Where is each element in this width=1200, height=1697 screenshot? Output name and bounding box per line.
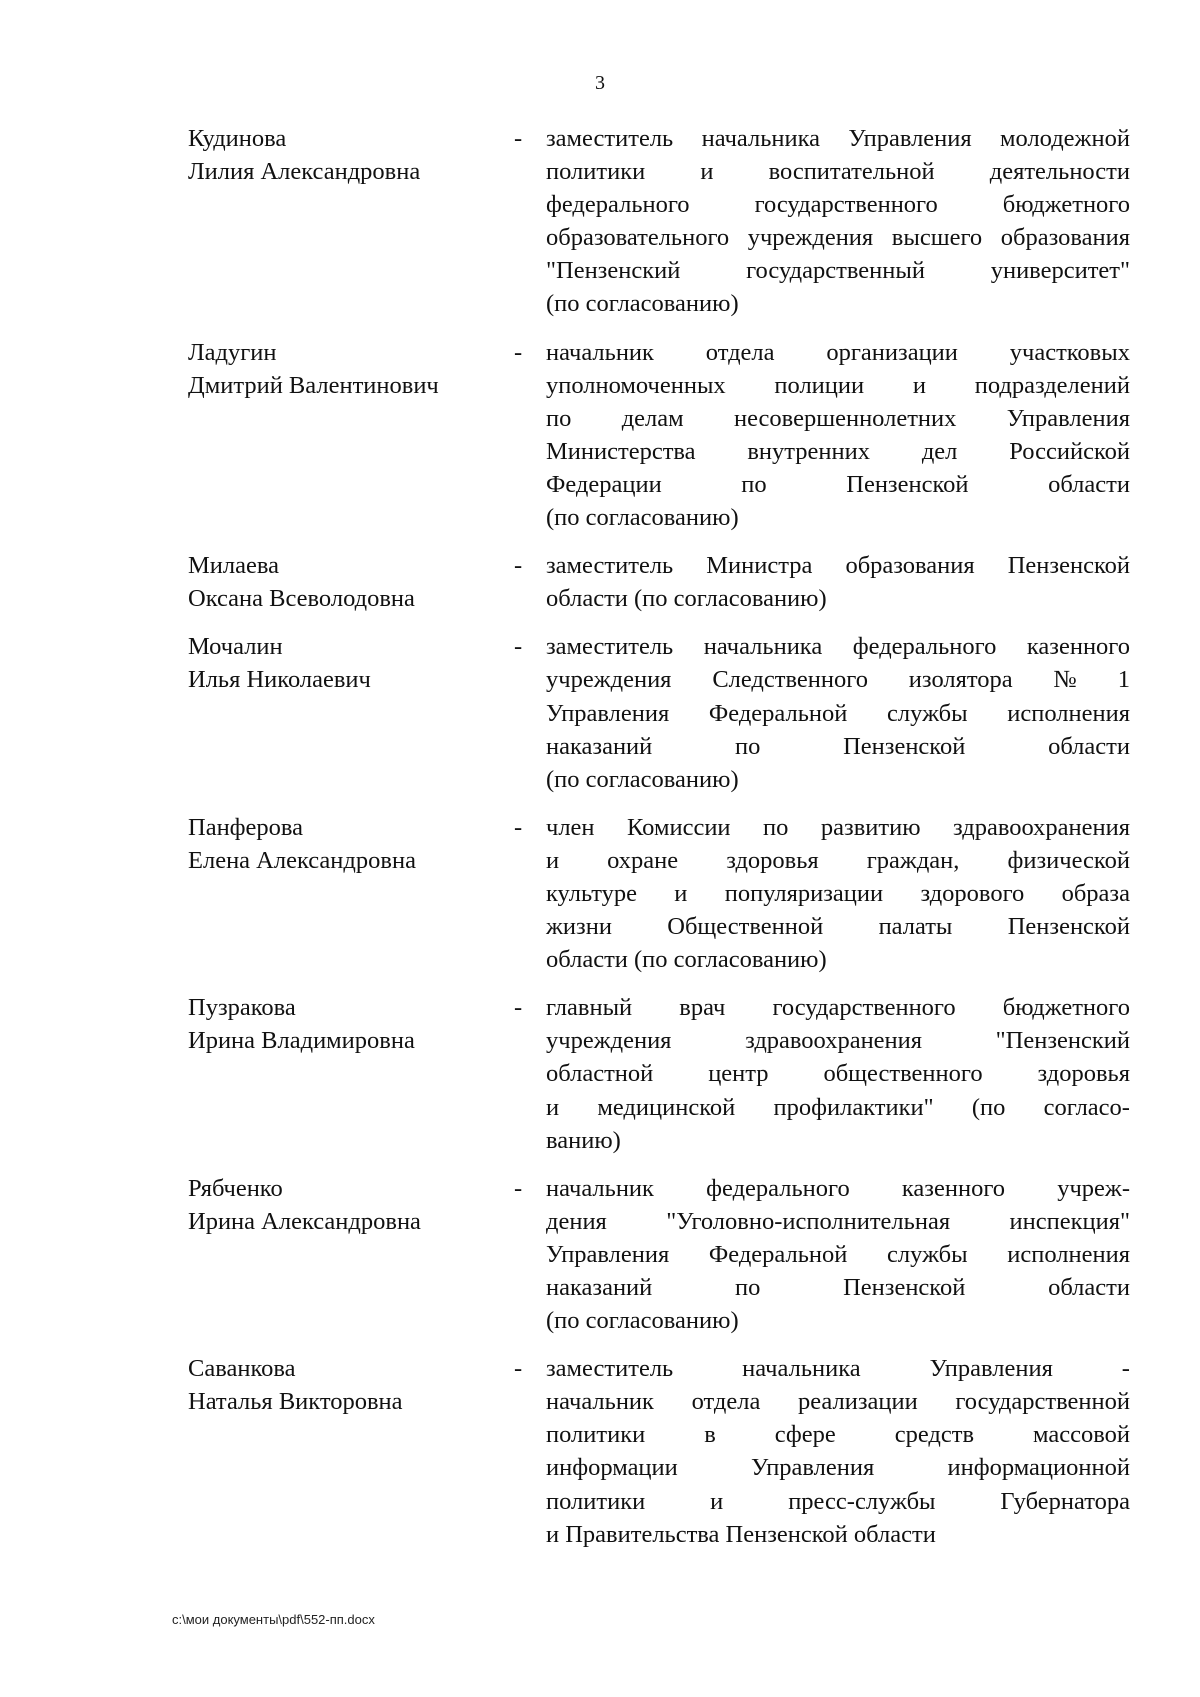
role-word: по [763, 813, 789, 841]
role-word: уполномоченных [546, 371, 726, 399]
role-word: медицинской [597, 1093, 736, 1121]
role-word: области [1048, 470, 1130, 498]
member-surname: Мочалин [188, 633, 283, 661]
role-word: Федерации [546, 470, 662, 498]
role-word: Пензенской [843, 1274, 966, 1301]
role-line [546, 1205, 1130, 1238]
role-line [546, 1352, 1130, 1385]
role-word: деятельности [989, 158, 1130, 186]
role-word: отдела [691, 1388, 761, 1416]
member-entry [188, 630, 1130, 795]
role-word: по [741, 470, 767, 498]
role-word: дения [546, 1207, 607, 1235]
file-path-footer: c:\мои документы\pdf\552-пп.docx [172, 1612, 375, 1627]
role-word: начальник [546, 1174, 654, 1202]
member-dash: - [514, 994, 523, 1022]
commission-members-list [188, 122, 1130, 1566]
role-word: пресс-службы [788, 1487, 936, 1515]
role-word: образа [1061, 879, 1130, 907]
role-word: областной [546, 1060, 654, 1088]
role-word: центр [708, 1060, 769, 1088]
role-word: Пензенской [846, 470, 969, 498]
role-word: начальника [701, 125, 821, 152]
role-word: Федеральной [708, 1240, 848, 1268]
member-given-names: Наталья Викторовна [188, 1388, 403, 1416]
role-word: жизни [546, 913, 612, 941]
role-line: ванию) [546, 1126, 621, 1154]
member-dash: - [514, 633, 523, 661]
role-line: (по согласованию) [546, 765, 739, 793]
role-line: (по согласованию) [546, 290, 739, 318]
role-line [546, 1172, 1130, 1205]
role-word: молодежной [1000, 125, 1130, 152]
role-line: области (по согласованию) [546, 585, 827, 613]
member-role [546, 549, 1130, 615]
role-line [546, 122, 1130, 155]
member-role [546, 1172, 1130, 1337]
role-line [546, 730, 1130, 763]
role-word: и [912, 371, 926, 399]
role-line [546, 1485, 1130, 1518]
role-line: (по согласованию) [546, 504, 739, 532]
role-word: здравоохранения [953, 813, 1130, 841]
member-role [546, 991, 1130, 1156]
role-word: области [1048, 1274, 1130, 1301]
role-word: заместитель [546, 552, 674, 580]
member-name [188, 122, 514, 321]
role-line [546, 435, 1130, 468]
member-given-names: Лилия Александровна [188, 158, 421, 186]
role-line [546, 697, 1130, 730]
member-role [546, 336, 1130, 535]
member-role [546, 811, 1130, 976]
role-word: и [710, 1487, 724, 1515]
role-word: Федеральной [708, 699, 848, 727]
role-word: граждан, [866, 846, 960, 874]
member-given-names: Ирина Владимировна [188, 1027, 415, 1055]
role-word: дел [921, 437, 958, 465]
role-word: в [704, 1421, 716, 1449]
role-word: палаты [878, 913, 953, 941]
role-line [546, 630, 1130, 663]
role-word: Министерства [546, 437, 696, 465]
member-given-names: Илья Николаевич [188, 666, 371, 694]
member-name [188, 630, 514, 795]
role-word: учреж- [1057, 1174, 1130, 1202]
role-word: федерального [706, 1174, 850, 1202]
role-word: Российской [1009, 437, 1130, 465]
member-dash: - [514, 1174, 523, 1202]
role-word: и [700, 158, 714, 186]
role-word: начальника [742, 1355, 861, 1383]
member-entry [188, 1352, 1130, 1551]
role-word: учреждения [546, 1027, 672, 1055]
role-word: 1 [1117, 666, 1130, 694]
role-line [546, 1418, 1130, 1451]
member-entry [188, 811, 1130, 976]
member-entry [188, 1172, 1130, 1337]
role-word: Управления [546, 1240, 670, 1268]
role-word: Управления [929, 1355, 1053, 1383]
role-word: федерального [546, 191, 690, 219]
role-word: участковых [1009, 338, 1130, 366]
role-word: казенного [901, 1174, 1006, 1202]
role-word: изолятора [908, 666, 1013, 694]
role-word: Пензенской [843, 732, 966, 760]
role-word: Управления [848, 125, 972, 152]
role-word: Министра [706, 552, 813, 580]
member-dash: - [514, 125, 523, 152]
role-word: массовой [1033, 1421, 1130, 1449]
member-entry [188, 549, 1130, 615]
role-word: Общественной [667, 913, 824, 941]
role-word: (по [971, 1093, 1006, 1121]
role-word: наказаний [546, 732, 653, 760]
role-word: образования [1000, 224, 1130, 252]
role-word: и [546, 1093, 560, 1121]
role-line [546, 991, 1130, 1024]
member-name [188, 811, 514, 976]
role-word: заместитель [546, 1355, 674, 1383]
role-word: учреждения [747, 224, 874, 252]
role-word: образовательного [546, 224, 730, 252]
role-word: университет" [990, 257, 1130, 285]
role-word: физической [1007, 846, 1130, 874]
member-dash: - [514, 552, 523, 580]
role-word: профилактики" [773, 1093, 934, 1121]
member-given-names: Елена Александровна [188, 846, 416, 874]
role-line [546, 468, 1130, 501]
member-entry [188, 122, 1130, 321]
role-word: информационной [947, 1454, 1130, 1482]
role-word: воспитательной [768, 158, 935, 186]
role-word: популяризации [724, 879, 884, 907]
role-line [546, 1091, 1130, 1124]
role-word: наказаний [546, 1274, 653, 1301]
role-line [546, 188, 1130, 221]
role-word: Губернатора [1000, 1487, 1130, 1515]
role-word: федерального [852, 633, 997, 661]
role-line [546, 336, 1130, 369]
page-number: 3 [595, 72, 605, 94]
member-given-names: Дмитрий Валентинович [188, 371, 439, 399]
role-word: средств [894, 1421, 975, 1449]
member-surname: Милаева [188, 552, 279, 580]
role-word: службы [887, 699, 968, 727]
role-word: согласо- [1043, 1093, 1130, 1121]
role-line [546, 254, 1130, 287]
member-dash: - [514, 813, 523, 841]
role-word: бюджетного [1002, 994, 1130, 1022]
member-name [188, 991, 514, 1156]
role-word: охране [607, 846, 679, 874]
role-word: начальник [546, 338, 654, 366]
role-line [546, 1057, 1130, 1090]
role-line [546, 369, 1130, 402]
role-word: "Пензенский [995, 1027, 1130, 1055]
role-word: делам [621, 404, 684, 432]
role-word: государственного [772, 994, 956, 1022]
role-word: заместитель [546, 125, 674, 152]
role-line [546, 877, 1130, 910]
role-word: здравоохранения [745, 1027, 923, 1055]
role-word: политики [546, 1421, 646, 1449]
role-word: Комиссии [627, 813, 731, 841]
role-line: и Правительства Пензенской области [546, 1520, 936, 1548]
member-given-names: Оксана Всеволодовна [188, 585, 415, 613]
role-line [546, 1451, 1130, 1484]
role-line [546, 549, 1130, 582]
member-surname: Саванкова [188, 1355, 296, 1383]
member-role [546, 122, 1130, 321]
role-word: инспекция" [1009, 1207, 1130, 1235]
member-role [546, 1352, 1130, 1551]
role-word: политики [546, 1487, 646, 1515]
role-line [546, 844, 1130, 877]
role-line: области (по согласованию) [546, 946, 827, 974]
role-word: и [546, 846, 560, 874]
member-surname: Рябченко [188, 1174, 283, 1202]
role-word: развитию [820, 813, 921, 841]
role-word: несовершеннолетних [733, 404, 957, 432]
member-dash: - [514, 338, 523, 366]
role-word: Управления [751, 1454, 875, 1482]
role-word: по [735, 732, 761, 760]
member-name [188, 549, 514, 615]
member-surname: Ладугин [188, 338, 277, 366]
role-word: службы [887, 1240, 968, 1268]
role-word: отдела [705, 338, 775, 366]
role-word: области [1048, 732, 1130, 760]
member-given-names: Ирина Александровна [188, 1207, 421, 1235]
role-line [546, 811, 1130, 844]
role-word: образования [845, 552, 975, 580]
role-word: культуре [546, 879, 637, 907]
role-word: сфере [774, 1421, 836, 1449]
role-word: исполнения [1007, 1240, 1130, 1268]
role-word: государственной [955, 1388, 1130, 1416]
role-word: "Уголовно-исполнительная [666, 1207, 951, 1235]
role-word: внутренних [747, 437, 871, 465]
role-word: по [735, 1274, 761, 1301]
role-word: заместитель [546, 633, 674, 661]
member-name [188, 336, 514, 535]
role-word: политики [546, 158, 646, 186]
member-entry [188, 991, 1130, 1156]
member-entry [188, 336, 1130, 535]
member-name [188, 1172, 514, 1337]
member-role [546, 630, 1130, 795]
role-line [546, 1238, 1130, 1271]
role-line [546, 221, 1130, 254]
role-word: здорового [920, 879, 1025, 907]
role-word: подразделений [974, 371, 1130, 399]
role-line [546, 663, 1130, 696]
role-word: Пензенской [1007, 913, 1130, 941]
role-word: член [546, 813, 595, 841]
role-word: и [674, 879, 688, 907]
role-word: начальник [546, 1388, 654, 1416]
role-word: главный [546, 994, 633, 1022]
role-word: организации [826, 338, 958, 366]
role-word: врач [679, 994, 726, 1022]
role-line [546, 1024, 1130, 1057]
role-word: начальника [703, 633, 823, 661]
member-name [188, 1352, 514, 1551]
role-line [546, 1385, 1130, 1418]
role-word: Управления [1006, 404, 1130, 432]
role-word: Пензенской [1007, 552, 1130, 580]
member-surname: Панферова [188, 813, 304, 841]
role-word: общественного [823, 1060, 983, 1088]
role-word: Управления [546, 699, 670, 727]
role-word: высшего [891, 224, 983, 252]
member-surname: Кудинова [188, 125, 287, 152]
role-line [546, 1271, 1130, 1304]
role-word: казенного [1026, 633, 1130, 661]
role-word: государственного [754, 191, 938, 219]
role-line: (по согласованию) [546, 1307, 739, 1335]
role-word: № [1053, 666, 1077, 694]
role-word: "Пензенский [546, 257, 681, 285]
role-line [546, 910, 1130, 943]
role-word: здоровья [1037, 1060, 1130, 1088]
role-word: государственный [746, 257, 925, 285]
role-word: исполнения [1007, 699, 1130, 727]
role-word: полиции [774, 371, 865, 399]
role-line [546, 155, 1130, 188]
role-word: по [546, 404, 572, 432]
role-word: реализации [797, 1388, 918, 1416]
role-word: бюджетного [1002, 191, 1130, 219]
member-dash: - [514, 1355, 523, 1383]
role-word: учреждения [546, 666, 672, 694]
member-surname: Пузракова [188, 994, 296, 1022]
role-word: информации [546, 1454, 678, 1482]
role-word: здоровья [726, 846, 819, 874]
role-word: Следственного [712, 666, 868, 694]
role-line [546, 402, 1130, 435]
role-word: - [1121, 1355, 1130, 1383]
